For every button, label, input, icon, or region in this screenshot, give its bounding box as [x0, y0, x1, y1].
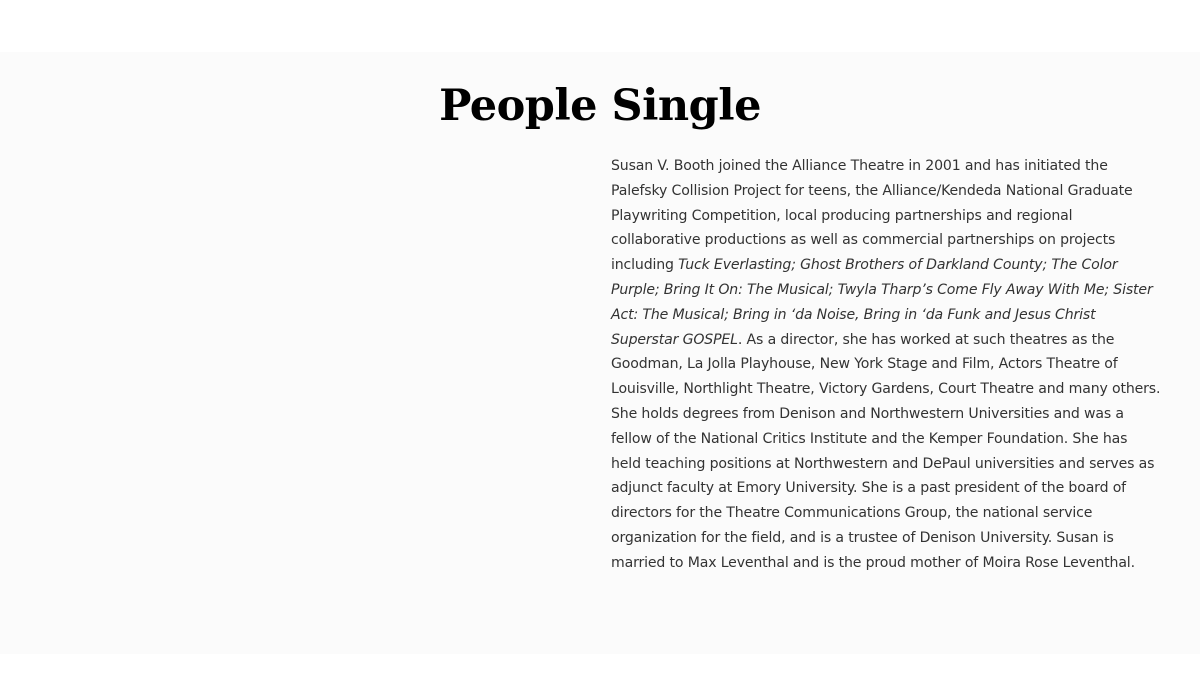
bio-rest: . As a director, she has worked at such theatres as the Goodman, La Jolla Playhouse, New York Stage and Film, Actors Theatre of Louisville, Northlight Theatre, Victory Gardens, Court Theatre and many others. She holds degrees from Denison and Northwestern Universities and was a fellow of the National Critics Institute and the Kemper Foundation. She has held teaching positions at Northwestern and DePaul universities and serves as adjunct faculty at Emory University. She is a past president of the board of directors for the Theatre Communications Group, the national service organization for the field, and is a trustee of Denison University. Susan is married to Max Leventhal and is the proud mother of Moira Rose Leventhal.: [611, 331, 1161, 571]
bio-section: [611, 154, 1161, 576]
bio-productions: Tuck Everlasting; Ghost Brothers of Darkland County; The Color Purple; Bring It On: The Musical; Twyla Tharp’s Come Fly Away With Me; Sister Act: The Musical; Bring in ‘da Noise, Bring in ‘da Funk and Jesus Christ Superstar GOSPEL: [611, 257, 1153, 348]
page-title: People Single: [439, 81, 761, 131]
bio-intro: Susan V. Booth joined the Alliance Theatre in 2001 and has initiated the Palefsky Collision Project for teens, the Alliance/Kendeda National Graduate Playwriting Competition, local producing partnerships and regional collaborative productions as well as commercial partnerships on projects including: [611, 158, 1133, 274]
bio-paragraph: [611, 154, 1161, 576]
